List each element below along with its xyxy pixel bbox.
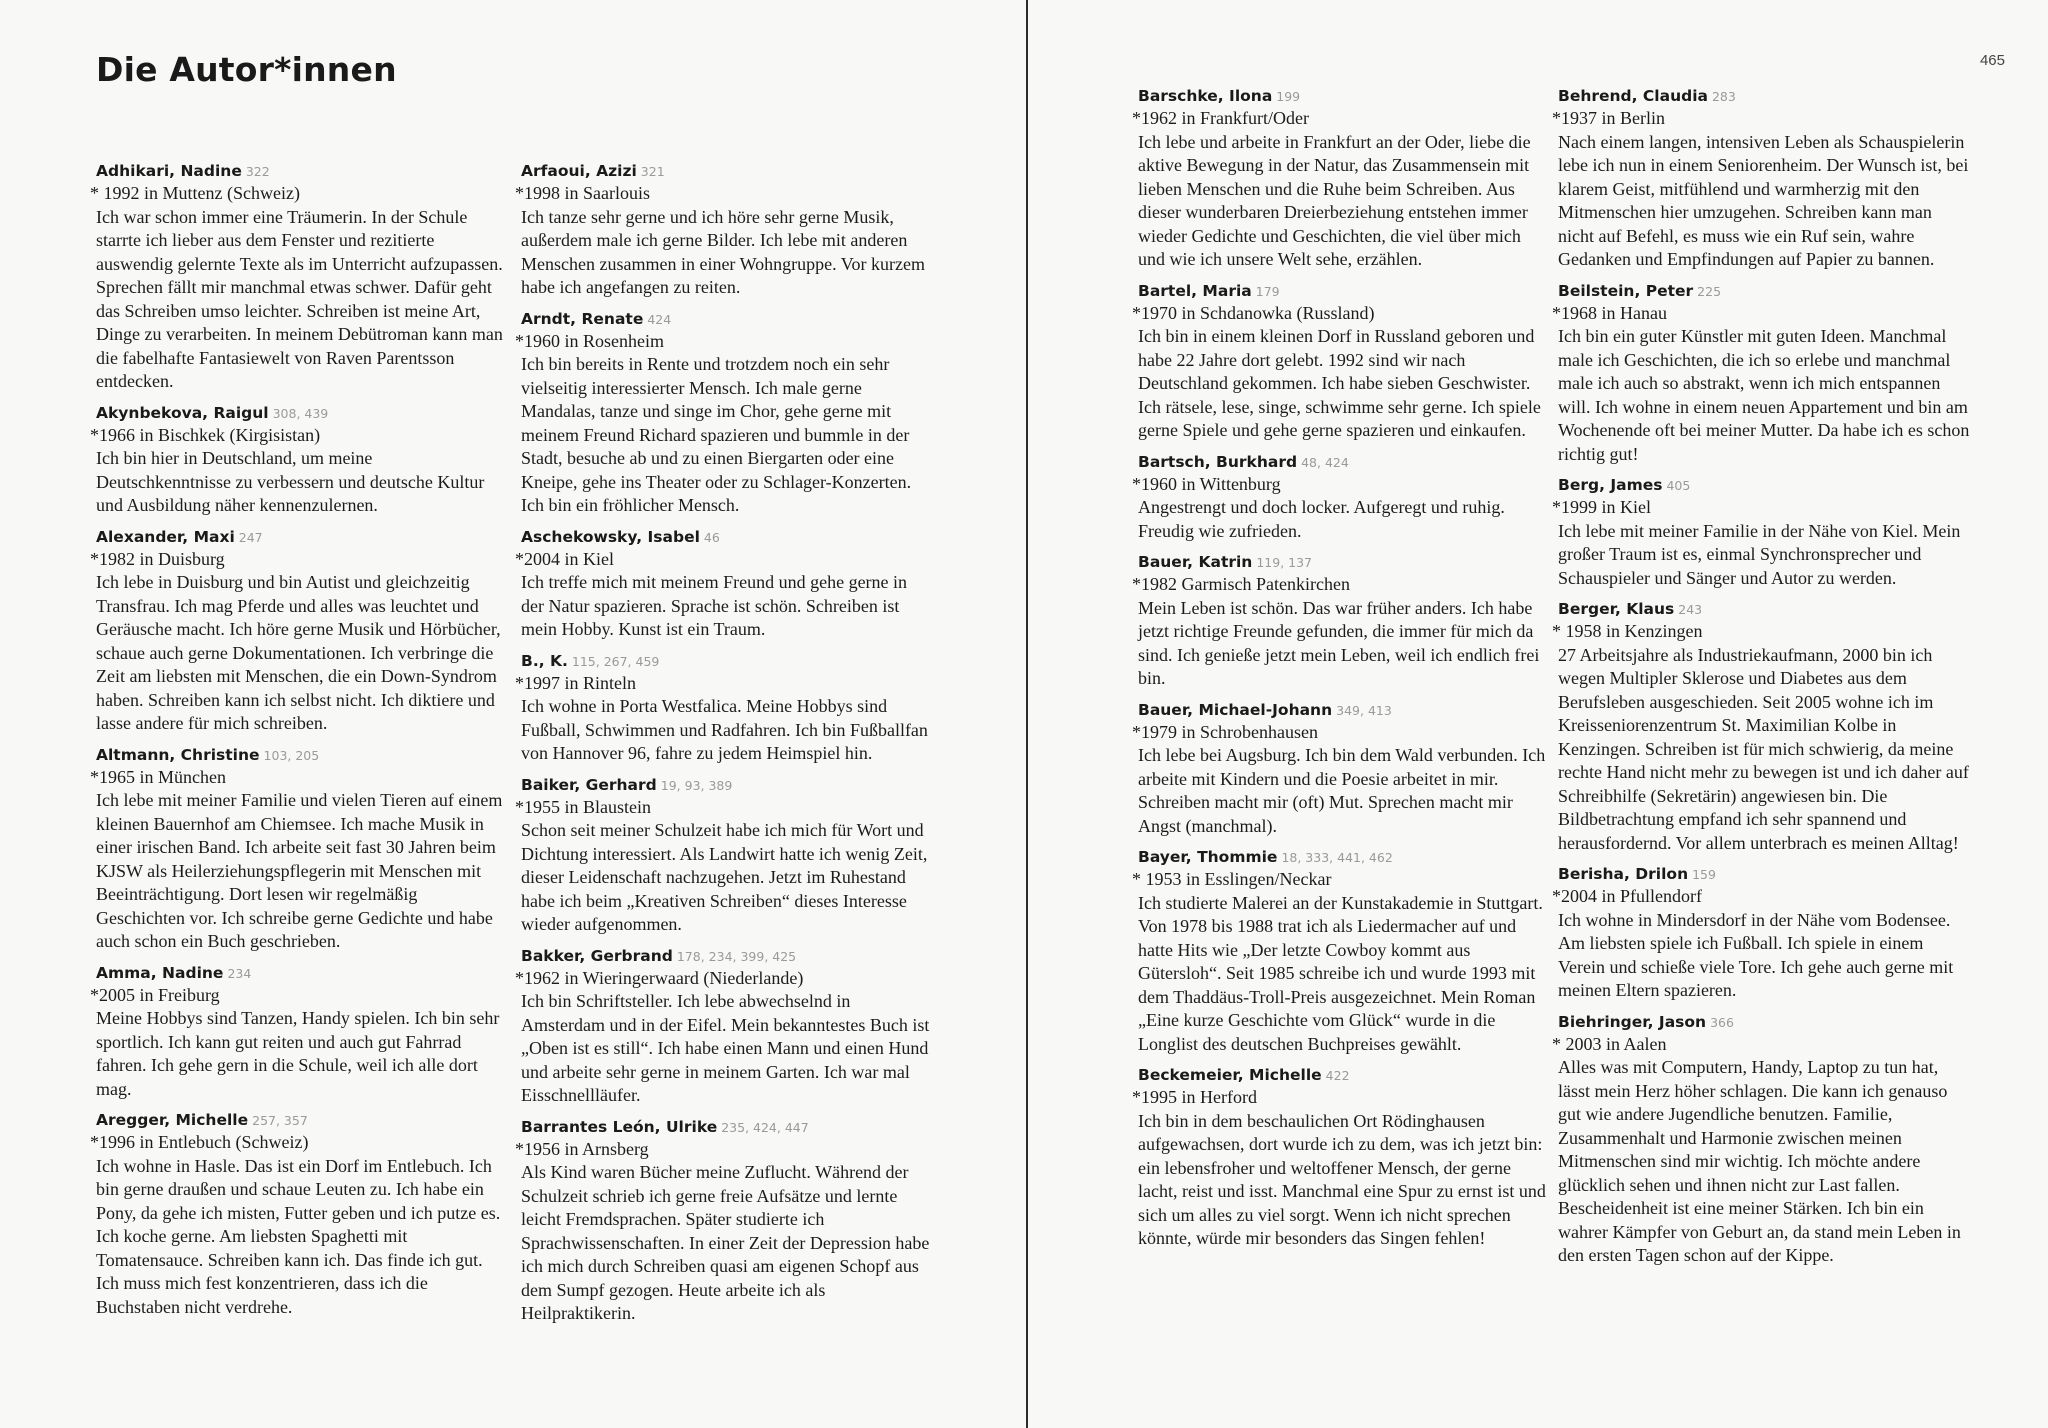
author-name: Barschke, Ilona xyxy=(1138,87,1273,105)
author-birth: *2004 in Kiel xyxy=(515,548,614,569)
author-name: Bauer, Katrin xyxy=(1138,553,1253,571)
author-bio: Ich wohne in Hasle. Das ist ein Dorf im Entlebuch. Ich bin gerne draußen und schaue Leuten zu. Ich habe ein Pony, da gehe ich misten, Futter geben und ich putze es. Ich koche gerne. Am liebsten Spaghetti mit Tomatensauce. Schreiben kann ich. Das finde ich gut. Ich muss mich fest konzentrieren, dass ich die Buchstaben nicht verdrehe. xyxy=(96,1155,501,1317)
author-page-refs: 243 xyxy=(1678,602,1703,617)
author-name: Beckemeier, Michelle xyxy=(1138,1066,1322,1084)
author-header xyxy=(1552,1012,1970,1033)
author-page-refs: 321 xyxy=(640,164,665,179)
author-header xyxy=(515,651,933,672)
author-column-2 xyxy=(515,161,933,1335)
author-entry xyxy=(1132,700,1550,839)
author-page-refs: 178, 234, 399, 425 xyxy=(676,948,797,964)
author-bio: Als Kind waren Bücher meine Zuflucht. Während der Schulzeit schrieb ich gerne freie Aufsätze und lernte leicht Fremdsprachen. Später studierte ich Sprachwissenschaften. In einer Zeit der Depression habe ich mich durch Schreiben quasi am eigenen Schopf aus dem Sumpf gezogen. Heute arbeite ich als Heilpraktikerin. xyxy=(521,1162,930,1323)
author-page-refs: 234 xyxy=(227,965,252,981)
author-bio: Ich lebe mit meiner Familie in der Nähe von Kiel. Mein großer Traum ist es, einmal Synchronsprecher und Schauspieler und Sänger und Autor zu werden. xyxy=(1558,520,1961,588)
author-birth: *1982 Garmisch Patenkirchen xyxy=(1132,574,1350,594)
author-birth: *1970 in Schdanowka (Russland) xyxy=(1132,302,1375,323)
author-page-refs: 19, 93, 389 xyxy=(660,777,733,793)
author-header xyxy=(1552,475,1970,496)
author-bio: Angestrengt und doch locker. Aufgeregt und ruhig. Freudig wie zufrieden. xyxy=(1138,497,1505,541)
author-entry xyxy=(90,403,508,518)
author-bio: Ich lebe mit meiner Familie und vielen Tieren auf einem kleinen Bauernhof am Chiemsee. Ich mache Musik in einer irischen Band. Ich arbeite seit fast 30 Jahren beim KJSW als Heilerziehungspflegerin mit Menschen mit Beeinträchtigung. Dort lesen wir regelmäßig Geschichten vor. Ich schreibe gerne Gedichte und habe auch schon ein Buch geschrieben. xyxy=(96,790,503,951)
author-name: Bayer, Thommie xyxy=(1138,848,1278,866)
author-entry xyxy=(90,527,508,736)
author-name: Altmann, Christine xyxy=(96,745,260,764)
author-page-refs: 46 xyxy=(703,529,720,545)
author-name: Aregger, Michelle xyxy=(96,1111,249,1129)
author-entry xyxy=(1552,1012,1970,1268)
author-birth: * 1953 in Esslingen/Neckar xyxy=(1132,869,1332,889)
author-entry xyxy=(90,161,508,394)
author-name: Berg, James xyxy=(1558,476,1663,494)
author-entry xyxy=(90,745,508,954)
author-birth: *1979 in Schrobenhausen xyxy=(1132,721,1318,742)
author-birth: *1966 in Bischkek (Kirgisistan) xyxy=(90,424,321,445)
page-fold xyxy=(1026,0,1028,1428)
author-header xyxy=(1552,864,1970,885)
author-bio: Ich war schon immer eine Träumerin. In der Schule starrte ich lieber aus dem Fenster und rezitierte auswendig gelernte Texte als im Unterricht aufzupassen. Sprechen fällt mir manchmal etwas schwer. Dafür geht das Schreiben umso leichter. Schreiben ist meine Art, Dinge zu verarbeiten. In meinem Debütroman kann man die fabelhafte Fantasiewelt von Raven Parentsson entdecken. xyxy=(96,206,503,391)
author-page-refs: 405 xyxy=(1666,478,1691,493)
author-bio: Ich bin in dem beschaulichen Ort Rödinghausen aufgewachsen, dort wurde ich zu dem, was ich jetzt bin: ein lebensfroher und weltoffener Mensch, der gerne lacht, reist und isst. Manchmal eine Spur zu ernst ist und sich um alles zu viel sorgt. Wenn ich nicht sprechen könnte, würde mir besonders das Singen fehlen! xyxy=(1138,1110,1546,1248)
author-bio: Ich lebe und arbeite in Frankfurt an der Oder, liebe die aktive Bewegung in der Natur, das Zusammensein mit lieben Menschen und die Ruhe beim Schreiben. Aus dieser wunderbaren Dreierbeziehung entstehen immer wieder Gedichte und Geschichten, die viel über mich und wie ich unsere Welt sehe, erzählen. xyxy=(1138,131,1531,269)
author-name: Biehringer, Jason xyxy=(1558,1012,1707,1031)
author-header xyxy=(515,1117,933,1138)
author-birth: *1995 in Herford xyxy=(1132,1087,1257,1107)
author-header xyxy=(1132,847,1550,868)
author-header xyxy=(1132,281,1550,302)
author-bio: Alles was mit Computern, Handy, Laptop zu tun hat, lässt mein Herz höher schlagen. Die kann ich genauso gut wie andere Jugendliche benutzen. Familie, Zusammenhalt und Harmonie zwischen meinen Mitmenschen sind mir wichtig. Ich möchte andere glücklich sehen und ihnen nicht zur Last fallen. Bescheidenheit ist eine meiner Stärken. Ich bin ein wahrer Kämpfer von Geburt an, da stand mein Leben in den ersten Tagen schon auf der Kippe. xyxy=(1558,1057,1961,1265)
author-entry xyxy=(1132,281,1550,443)
author-birth: * 1958 in Kenzingen xyxy=(1552,621,1703,641)
author-name: Bartel, Maria xyxy=(1138,281,1252,300)
author-birth: * 2003 in Aalen xyxy=(1552,1033,1667,1054)
author-entry xyxy=(1132,452,1550,544)
author-name: Beilstein, Peter xyxy=(1558,281,1694,300)
author-bio: Ich treffe mich mit meinem Freund und gehe gerne in der Natur spazieren. Sprache ist schön. Schreiben ist mein Hobby. Kunst ist ein Traum. xyxy=(521,572,908,639)
author-birth: *1962 in Wieringerwaard (Niederlande) xyxy=(515,967,804,988)
author-entry xyxy=(515,651,933,766)
author-header xyxy=(515,946,933,967)
author-entry xyxy=(1132,86,1550,272)
author-entry xyxy=(1132,552,1550,691)
author-page-refs: 349, 413 xyxy=(1336,702,1392,718)
author-birth: *1956 in Arnsberg xyxy=(515,1138,649,1159)
author-header xyxy=(1132,452,1550,473)
author-page-refs: 308, 439 xyxy=(272,405,329,421)
author-page-refs: 225 xyxy=(1697,283,1722,299)
author-entry xyxy=(1552,86,1970,272)
author-page-refs: 18, 333, 441, 462 xyxy=(1281,850,1393,865)
author-entry xyxy=(515,1117,933,1326)
author-page-refs: 366 xyxy=(1710,1014,1734,1030)
author-birth: *1968 in Hanau xyxy=(1552,302,1667,323)
author-header xyxy=(1132,86,1550,107)
author-header xyxy=(1132,700,1550,721)
author-name: Bartsch, Burkhard xyxy=(1138,452,1298,471)
author-name: Barrantes León, Ulrike xyxy=(521,1117,718,1136)
author-birth: *2004 in Pfullendorf xyxy=(1552,886,1702,906)
author-birth: *1960 in Rosenheim xyxy=(515,330,664,351)
author-name: Bauer, Michael-Johann xyxy=(1138,700,1333,719)
author-entry xyxy=(1552,281,1970,467)
author-header xyxy=(90,527,508,548)
author-bio: Meine Hobbys sind Tanzen, Handy spielen. Ich bin sehr sportlich. Ich kann gut reiten und auch gut Fahrrad fahren. Ich gehe gern in die Schule, weil ich alle dort mag. xyxy=(96,1008,500,1099)
author-entry xyxy=(1552,864,1970,1003)
author-entry xyxy=(1552,599,1970,855)
author-header xyxy=(515,161,933,182)
author-bio: Nach einem langen, intensiven Leben als Schauspielerin lebe ich nun in einem Seniorenheim. Der Wunsch ist, bei klarem Geist, mitfühlend und warmherzig mit den Mitmenschen hier umzugehen. Schreiben kann man nicht auf Befehl, es muss wie ein Ruf sein, wahre Gedanken und Empfindungen auf Papier zu bannen. xyxy=(1558,131,1969,269)
author-entry xyxy=(515,775,933,937)
author-entry xyxy=(90,1110,508,1319)
author-bio: Ich bin ein guter Künstler mit guten Ideen. Manchmal male ich Geschichten, die ich so erlebe und manchmal male ich auch so abstrakt, wenn ich mich entspannen will. Ich wohne in einem neuen Appartement und bin am Wochenende oft bei meiner Mutter. Da habe ich es schon richtig gut! xyxy=(1558,326,1970,464)
author-bio: Ich bin Schriftsteller. Ich lebe abwechselnd in Amsterdam und in der Eifel. Mein bekanntestes Buch ist „Oben ist es still“. Ich habe einen Mann und einen Hund und arbeite sehr gerne in meinem Garten. Ich war mal Eisschnellläufer. xyxy=(521,991,930,1105)
author-entry xyxy=(1132,1065,1550,1251)
author-birth: *1998 in Saarlouis xyxy=(515,183,650,203)
author-header xyxy=(1132,1065,1550,1086)
author-bio: Ich wohne in Porta Westfalica. Meine Hobbys sind Fußball, Schwimmen und Radfahren. Ich bin Fußballfan von Hannover 96, fahre zu jedem Heimspiel hin. xyxy=(521,696,928,763)
author-header xyxy=(90,403,508,424)
author-column-3 xyxy=(1132,86,1550,1260)
author-column-1 xyxy=(90,161,508,1328)
author-name: Adhikari, Nadine xyxy=(96,162,242,180)
author-column-4 xyxy=(1552,86,1970,1277)
author-name: Alexander, Maxi xyxy=(96,527,235,546)
author-birth: *1996 in Entlebuch (Schweiz) xyxy=(90,1132,309,1152)
author-bio: Ich studierte Malerei an der Kunstakademie in Stuttgart. Von 1978 bis 1988 trat ich als Liedermacher auf und hatte Hits wie „Der letzte Cowboy kommt aus Gütersloh“. Seit 1985 schreibe ich und wurde 1993 mit dem Thaddäus-Troll-Preis ausgezeichnet. Mein Roman „Eine kurze Geschichte vom Glück“ wurde in die Longlist des deutschen Buchpreises gewählt. xyxy=(1138,892,1543,1054)
author-page-refs: 159 xyxy=(1692,867,1716,882)
author-page-refs: 283 xyxy=(1711,89,1736,104)
author-name: Akynbekova, Raigul xyxy=(96,403,269,422)
author-entry xyxy=(1552,475,1970,590)
author-bio: Ich bin hier in Deutschland, um meine Deutschkenntnisse zu verbessern und deutsche Kultur und Ausbildung näher kennenzulernen. xyxy=(96,448,485,515)
author-page-refs: 235, 424, 447 xyxy=(721,1119,809,1135)
author-bio: Ich tanze sehr gerne und ich höre sehr gerne Musik, außerdem male ich gerne Bilder. Ich lebe mit anderen Menschen zusammen in einer Wohngruppe. Vor kurzem habe ich angefangen zu reiten. xyxy=(521,206,925,297)
author-header xyxy=(90,745,508,766)
author-bio: Ich wohne in Mindersdorf in der Nähe vom Bodensee. Am liebsten spiele ich Fußball. Ich spiele in einem Verein und schieße viele Tore. Ich gehe auch gerne mit meinen Eltern spazieren. xyxy=(1558,909,1954,1000)
author-name: Bakker, Gerbrand xyxy=(521,946,673,965)
author-bio: Mein Leben ist schön. Das war früher anders. Ich habe jetzt richtige Freunde gefunden, die immer für mich da sind. Ich genieße jetzt mein Leben, weil ich endlich frei bin. xyxy=(1138,597,1540,688)
author-page-refs: 179 xyxy=(1255,283,1280,299)
author-page-refs: 422 xyxy=(1325,1068,1350,1083)
author-name: Arfaoui, Azizi xyxy=(521,162,637,180)
author-birth: *1937 in Berlin xyxy=(1552,108,1665,128)
author-bio: Ich lebe bei Augsburg. Ich bin dem Wald verbunden. Ich arbeite mit Kindern und die Poesie arbeitet in mir. Schreiben macht mir (oft) Mut. Sprechen macht mir Angst (manchmal). xyxy=(1138,745,1546,836)
author-entry xyxy=(515,946,933,1108)
author-page-refs: 199 xyxy=(1276,89,1301,104)
author-header xyxy=(90,161,508,182)
author-name: Amma, Nadine xyxy=(96,963,224,982)
author-name: Baiker, Gerhard xyxy=(521,775,657,794)
author-entry xyxy=(515,527,933,642)
author-birth: *1999 in Kiel xyxy=(1552,497,1651,517)
author-name: Berger, Klaus xyxy=(1558,600,1675,618)
author-name: B., K. xyxy=(521,651,568,670)
author-page-refs: 119, 137 xyxy=(1256,555,1313,570)
author-birth: *1960 in Wittenburg xyxy=(1132,473,1281,494)
author-name: Arndt, Renate xyxy=(521,309,644,328)
author-name: Berisha, Drilon xyxy=(1558,865,1689,883)
author-header xyxy=(1552,86,1970,107)
author-page-refs: 115, 267, 459 xyxy=(571,653,660,669)
author-page-refs: 48, 424 xyxy=(1301,454,1349,470)
author-birth: *1962 in Frankfurt/Oder xyxy=(1132,108,1309,128)
author-header xyxy=(515,527,933,548)
author-name: Aschekowsky, Isabel xyxy=(521,527,700,546)
author-birth: *1997 in Rinteln xyxy=(515,672,636,693)
page-number: 465 xyxy=(1979,52,2005,69)
author-header xyxy=(90,1110,508,1131)
author-page-refs: 103, 205 xyxy=(263,747,320,763)
author-birth: *1982 in Duisburg xyxy=(90,548,225,569)
author-entry xyxy=(515,161,933,300)
author-header xyxy=(90,963,508,984)
author-birth: * 1992 in Muttenz (Schweiz) xyxy=(90,183,300,203)
author-bio: Ich lebe in Duisburg und bin Autist und gleichzeitig Transfrau. Ich mag Pferde und alles was leuchtet und Geräusche macht. Ich höre gerne Musik und Hörbücher, schaue auch gerne Dokumentationen. Ich verbringe die Zeit am liebsten mit Menschen, die ein Down-Syndrom haben. Schreiben kann ich selbst nicht. Ich diktiere und lasse andere für mich schreiben. xyxy=(96,572,501,733)
author-bio: 27 Arbeitsjahre als Industriekaufmann, 2000 bin ich wegen Multipler Sklerose und Diabetes aus dem Berufsleben ausgeschieden. Seit 2005 wohne ich im Kreisseniorenzentrum St. Maximilian Kolbe in Kenzingen. Schreiben ist für mich schwierig, da meine rechte Hand nicht mehr zu bewegen ist und ich daher auf Schreibhilfe (Sekretärin) angewiesen bin. Die Bildbetrachtung empfand ich sehr spannend und herausfordernd. Vor allem unterbrach es meinen Alltag! xyxy=(1558,644,1969,853)
author-entry xyxy=(1132,847,1550,1056)
author-birth: *1965 in München xyxy=(90,766,226,787)
author-birth: *1955 in Blaustein xyxy=(515,796,651,817)
author-bio: Ich bin in einem kleinen Dorf in Russland geboren und habe 22 Jahre dort gelebt. 1992 sind wir nach Deutschland gekommen. Ich habe sieben Geschwister. Ich rätsele, lese, singe, schwimme sehr gerne. Ich spiele gerne Spiele und gehe gerne spazieren und einkaufen. xyxy=(1138,326,1541,440)
author-page-refs: 322 xyxy=(245,164,270,179)
author-birth: *2005 in Freiburg xyxy=(90,984,220,1005)
page-title: Die Autor*innen xyxy=(96,50,397,89)
author-header xyxy=(515,309,933,330)
author-bio: Ich bin bereits in Rente und trotzdem noch ein sehr vielseitig interessierter Mensch. Ich male gerne Mandalas, tanze und singe im Chor, gehe gerne mit meinem Freund Richard spazieren und bummle in der Stadt, besuche ab und zu einen Biergarten oder eine Kneipe, gehe ins Theater oder zu Schlager-Konzerten. Ich bin ein fröhlicher Mensch. xyxy=(521,354,912,515)
author-page-refs: 257, 357 xyxy=(252,1113,308,1128)
author-header xyxy=(1132,552,1550,573)
author-header xyxy=(1552,599,1970,620)
author-header xyxy=(515,775,933,796)
author-entry xyxy=(90,963,508,1102)
author-bio: Schon seit meiner Schulzeit habe ich mich für Wort und Dichtung interessiert. Als Landwirt hatte ich wenig Zeit, dieser Leidenschaft nachzugehen. Jetzt im Ruhestand habe ich beim „Kreativen Schreiben“ dieses Interesse wieder aufgenommen. xyxy=(521,820,928,934)
author-page-refs: 424 xyxy=(647,311,672,327)
author-page-refs: 247 xyxy=(238,529,263,545)
author-name: Behrend, Claudia xyxy=(1558,87,1708,105)
author-header xyxy=(1552,281,1970,302)
author-entry xyxy=(515,309,933,518)
